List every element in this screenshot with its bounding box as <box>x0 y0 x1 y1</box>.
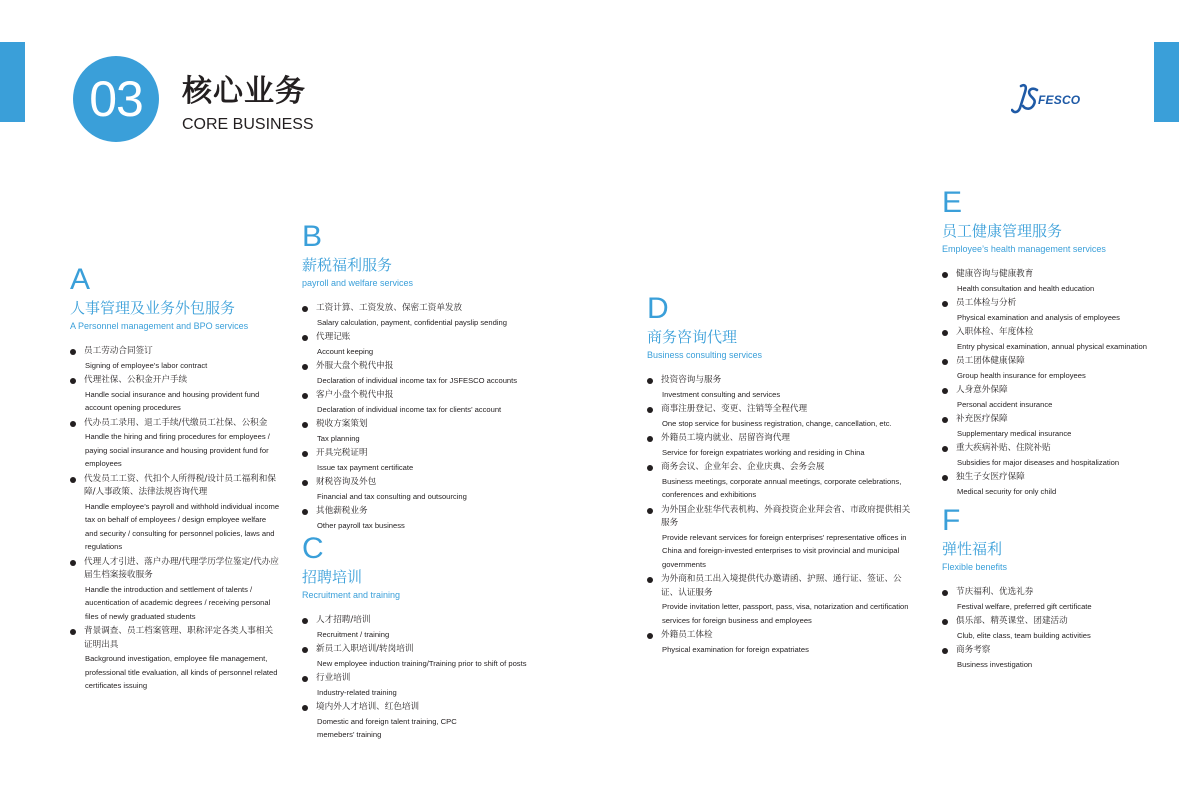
item-cn: 商务考察 <box>956 645 991 655</box>
item-cn: 节庆福利、优选礼券 <box>956 587 1034 597</box>
item-en: Supplementary medical insurance <box>957 428 1072 438</box>
item-en: Subsidies for major diseases and hospitalization <box>957 457 1120 467</box>
section-title-en: Recruitment and training <box>302 590 401 600</box>
service-list <box>70 345 280 693</box>
item-en: Issue tax payment certificate <box>317 462 414 472</box>
item-en: Recruitment / training <box>317 629 390 639</box>
section-title-cn: 弹性福利 <box>942 540 1003 558</box>
item-cn: 客户小盘个税代申报 <box>316 390 394 400</box>
item-en: Handle social insurance and housing provident fund account opening procedures <box>85 389 260 412</box>
item-en: Declaration of individual income tax for clients’ account <box>317 404 502 414</box>
section-title-en: Business consulting services <box>647 350 763 360</box>
item-en: Handle employee’s payroll and withhold individual income tax on behalf of employees / design employee welfare and security / consulting for personnel policies, laws and regulations <box>85 501 280 551</box>
list-item <box>302 389 542 416</box>
item-en: Business meetings, corporate annual meetings, corporate celebrations, conferences and exhibitions <box>662 476 902 499</box>
list-item <box>70 473 280 554</box>
list-item <box>647 403 917 430</box>
item-en: Handle the hiring and firing procedures for employees / paying social insurance and housing provident fund for employees <box>85 432 270 468</box>
section-e <box>942 188 1162 500</box>
list-item <box>70 345 280 372</box>
list-item <box>647 573 917 627</box>
section-letter: A <box>70 263 91 296</box>
item-cn: 代理社保、公积金开户手续 <box>84 375 188 385</box>
item-cn: 行业培训 <box>316 673 351 683</box>
item-en: Entry physical examination, annual physical examination <box>957 341 1147 351</box>
item-cn: 重大疾病补贴、住院补贴 <box>956 443 1051 453</box>
item-en: Medical security for only child <box>957 486 1057 496</box>
section-b <box>302 222 542 534</box>
item-en: Provide relevant services for foreign enterprises' representative offices in China and foreign-invested enterprises to visit provincial and municipal governments <box>662 532 907 569</box>
page-title-en: CORE BUSINESS <box>182 116 314 133</box>
section-d <box>647 294 917 658</box>
item-cn: 入职体检、年度体检 <box>956 327 1034 337</box>
list-item <box>647 629 917 656</box>
item-en: Financial and tax consulting and outsourcing <box>317 491 467 501</box>
item-en: Domestic and foreign talent training, CPC memebers’ training <box>317 716 457 739</box>
list-item <box>70 374 280 415</box>
section-letter: C <box>302 532 324 565</box>
list-item <box>647 461 917 502</box>
item-en: Festival welfare, preferred gift certificate <box>957 601 1092 611</box>
item-cn: 为外国企业驻华代表机构、外商投资企业拜会省、市政府提供相关服务 <box>661 504 911 528</box>
list-item <box>302 331 542 358</box>
list-item <box>942 297 1162 324</box>
section-title-en: Employee’s health management services <box>942 244 1106 254</box>
list-item <box>942 615 1162 642</box>
list-item <box>647 374 917 401</box>
list-item <box>942 268 1162 295</box>
item-cn: 境内外人才培训、红色培训 <box>316 702 420 712</box>
item-cn: 税收方案策划 <box>316 419 368 429</box>
item-cn: 商务会议、企业年会、企业庆典、会务会展 <box>661 462 825 472</box>
item-cn: 员工团体健康保障 <box>956 356 1025 366</box>
section-a <box>70 265 280 695</box>
item-cn: 独生子女医疗保障 <box>956 472 1025 482</box>
service-list <box>942 586 1162 671</box>
item-cn: 代理记账 <box>316 332 351 342</box>
list-item <box>647 504 917 572</box>
list-item <box>942 355 1162 382</box>
section-letter: D <box>647 292 669 325</box>
list-item <box>70 556 280 624</box>
item-cn: 补充医疗保障 <box>956 414 1008 424</box>
item-cn: 商事注册登记、变更、注销等全程代理 <box>661 404 808 414</box>
item-cn: 员工劳动合同签订 <box>84 346 153 356</box>
list-item <box>302 672 542 699</box>
item-cn: 代办员工录用、退工手续/代缴员工社保、公积金 <box>84 417 268 428</box>
item-en: Signing of employee’s labor contract <box>85 360 208 370</box>
section-title-cn: 商务咨询代理 <box>647 328 738 346</box>
list-item <box>942 586 1162 613</box>
service-list <box>942 268 1162 498</box>
list-item <box>942 471 1162 498</box>
list-item <box>302 418 542 445</box>
section-letter: E <box>942 186 963 219</box>
section-title-cn: 员工健康管理服务 <box>942 222 1063 240</box>
list-item <box>302 614 542 641</box>
item-en: Industry-related training <box>317 687 397 697</box>
service-list <box>647 374 917 656</box>
section-f <box>942 506 1162 673</box>
right-edge-bar <box>1154 42 1179 122</box>
item-en: Group health insurance for employees <box>957 370 1086 380</box>
jsfesco-logo <box>1011 82 1091 116</box>
item-en: Account keeping <box>317 346 374 356</box>
list-item <box>302 476 542 503</box>
list-item <box>942 384 1162 411</box>
list-item <box>302 447 542 474</box>
list-item <box>70 417 280 471</box>
list-item <box>302 643 542 670</box>
item-en: New employee induction training/Training prior to shift of posts <box>317 658 527 668</box>
section-title-cn: 招聘培训 <box>302 568 363 586</box>
list-item <box>302 302 542 329</box>
item-en: Salary calculation, payment, confidential payslip sending <box>317 317 507 327</box>
section-number-badge: 03 <box>73 56 159 142</box>
item-en: Business investigation <box>957 659 1033 669</box>
list-item <box>647 432 917 459</box>
item-cn: 投资咨询与服务 <box>661 375 722 385</box>
item-cn: 外籍员工体检 <box>661 630 713 640</box>
item-en: Tax planning <box>317 433 360 443</box>
item-cn: 背景调查、员工档案管理、职称评定各类人事相关证明出具 <box>84 626 274 650</box>
item-cn: 俱乐部、精英课堂、团建活动 <box>956 616 1068 626</box>
item-cn: 为外商和员工出入境提供代办邀请函、护照、通行证、签证、公证、认证服务 <box>661 574 902 598</box>
item-cn: 开具完税证明 <box>316 448 368 458</box>
section-c <box>302 534 542 744</box>
item-cn: 外服大盘个税代申报 <box>316 361 394 371</box>
section-title-en: A Personnel management and BPO services <box>70 321 249 331</box>
left-edge-bar <box>0 42 25 122</box>
list-item <box>942 326 1162 353</box>
item-en: Handle the introduction and settlement of talents / aucentication of academic degrees / receiving personal files of newly graduated students <box>85 584 271 621</box>
section-title-cn: 人事管理及业务外包服务 <box>70 299 236 317</box>
item-cn: 人才招聘/培训 <box>316 615 371 625</box>
section-title-en: Flexible benefits <box>942 562 1008 572</box>
svg-text:FESCO: FESCO <box>1038 93 1081 107</box>
list-item <box>302 360 542 387</box>
item-cn: 其他薪税业务 <box>316 506 368 516</box>
item-cn: 健康咨询与健康教育 <box>956 269 1034 279</box>
section-letter: F <box>942 504 961 537</box>
item-en: Provide invitation letter, passport, pass, visa, notarization and certification services for foreign business and employees <box>662 602 909 625</box>
list-item <box>302 701 542 742</box>
list-item <box>942 413 1162 440</box>
list-item <box>942 644 1162 671</box>
item-en: Background investigation, employee file management, professional title evaluation, all kinds of personnel related certificates issuing <box>85 654 278 690</box>
item-cn: 新员工入职培训/转岗培训 <box>316 644 414 654</box>
item-en: Investment consulting and services <box>662 389 781 399</box>
item-en: Club, elite class, team building activities <box>957 630 1091 640</box>
service-list <box>302 614 542 742</box>
item-en: One stop service for business registration, change, cancellation, etc. <box>662 418 892 428</box>
page-title-cn: 核心业务 <box>182 74 306 109</box>
list-item <box>302 505 542 532</box>
list-item <box>70 625 280 693</box>
item-cn: 财税咨询及外包 <box>316 477 377 487</box>
item-en: Other payroll tax business <box>317 520 405 530</box>
section-title-en: payroll and welfare services <box>302 278 414 288</box>
item-cn: 员工体检与分析 <box>956 298 1017 308</box>
section-letter: B <box>302 220 323 253</box>
item-cn: 人身意外保障 <box>956 385 1008 395</box>
item-cn: 外籍员工境内就业、居留咨询代理 <box>661 433 790 443</box>
item-en: Service for foreign expatriates working and residing in China <box>662 447 865 457</box>
item-en: Health consultation and health education <box>957 283 1095 293</box>
item-en: Physical examination and analysis of employees <box>957 312 1120 322</box>
item-en: Declaration of individual income tax for JSFESCO accounts <box>317 375 518 385</box>
item-en: Physical examination for foreign expatriates <box>662 644 809 654</box>
item-cn: 代理人才引进、落户办理/代理学历学位鉴定/代办应届生档案接收服务 <box>84 556 279 580</box>
list-item <box>942 442 1162 469</box>
section-title-cn: 薪税福利服务 <box>302 256 393 274</box>
service-list <box>302 302 542 532</box>
item-en: Personal accident insurance <box>957 399 1053 409</box>
item-cn: 工资计算、工资发放、保密工资单发放 <box>316 303 463 313</box>
item-cn: 代发员工工资、代扣个人所得税/设计员工福利和保障/人事政策、法律法规咨询代理 <box>84 473 276 497</box>
